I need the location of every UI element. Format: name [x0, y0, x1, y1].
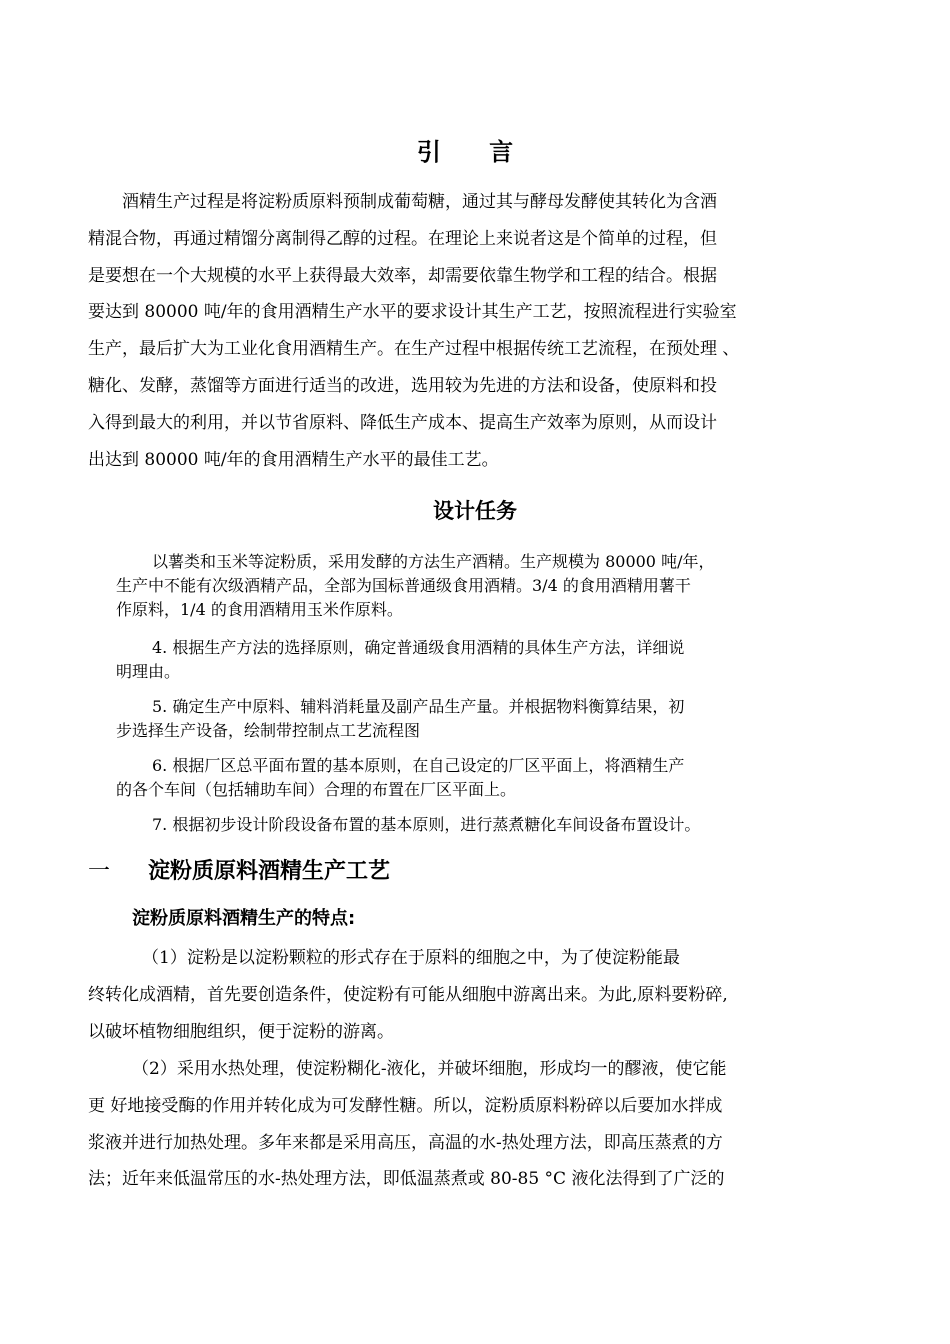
text-line: 是要想在一个大规模的水平上获得最大效率，却需要依靠生物学和工程的结合。根据 — [88, 265, 717, 286]
text-line: （2）采用水热处理，使淀粉糊化-液化，并破坏细胞，形成均一的醪液，使它能 — [132, 1059, 727, 1079]
body-paragraph-1 — [88, 940, 810, 1050]
text-line: 浆液并进行加热处理。多年来都是采用高压，高温的水-热处理方法，即高压蒸煮的方 — [88, 1132, 723, 1153]
task-paragraph — [116, 813, 806, 837]
text-line: 更 好地接受酶的作用并转化成为可发酵性糖。所以，淀粉质原料粉碎以后要加水拌成 — [88, 1095, 723, 1116]
text-line: 入得到最大的利用，并以节省原料、降低生产成本、提高生产效率为原则，从而设计 — [88, 412, 717, 433]
text-line: 明理由。 — [116, 662, 181, 681]
text-line: 作原料，1/4 的食用酒精用玉米作原料。 — [116, 600, 403, 619]
text-line: 终转化成酒精，首先要创造条件，使淀粉有可能从细胞中游离出来。为此,原料要粉碎, — [88, 984, 728, 1005]
text-line: 7. 根据初步设计阶段设备布置的基本原则，进行蒸煮糖化车间设备布置设计。 — [152, 815, 701, 834]
body-paragraph-2 — [88, 1051, 810, 1198]
text-line: 出达到 80000 吨/年的食用酒精生产水平的最佳工艺。 — [88, 449, 499, 470]
text-line: 生产，最后扩大为工业化食用酒精生产。在生产过程中根据传统工艺流程，在预处理 、 — [88, 339, 740, 360]
text-line: 法；近年来低温常压的水-热处理方法，即低温蒸煮或 80-85 °C 液化法得到了广泛的 — [88, 1169, 725, 1190]
task-paragraph — [116, 636, 806, 684]
subsection-heading: 淀粉质原料酒精生产的特点: — [132, 908, 356, 929]
section-title-task: 设计任务 — [433, 499, 517, 523]
task-paragraph — [116, 550, 806, 622]
text-line: （1）淀粉是以淀粉颗粒的形式存在于原料的细胞之中，为了使淀粉能最 — [142, 948, 680, 968]
text-line: 6. 根据厂区总平面布置的基本原则，在自己设定的厂区平面上，将酒精生产 — [152, 756, 685, 775]
text-line: 生产中不能有次级酒精产品，全部为国标普通级食用酒精。3/4 的食用酒精用薯干 — [116, 576, 691, 595]
text-line: 酒精生产过程是将淀粉质原料预制成葡萄糖，通过其与酵母发酵使其转化为含酒 — [122, 192, 717, 212]
text-line: 4. 根据生产方法的选择原则，确定普通级食用酒精的具体生产方法，详细说 — [152, 638, 685, 657]
text-line: 精混合物，再通过精馏分离制得乙醇的过程。在理论上来说者这是个简单的过程，但 — [88, 228, 717, 249]
page-title: 引 言 — [416, 138, 534, 166]
task-paragraph — [116, 754, 806, 802]
text-line: 糖化、发酵，蒸馏等方面进行适当的改进，选用较为先进的方法和设备，使原料和投 — [88, 375, 717, 396]
section-number: 一 — [88, 859, 111, 884]
intro-paragraph — [88, 184, 810, 478]
task-paragraph — [116, 695, 806, 743]
text-line: 5. 确定生产中原料、辅料消耗量及副产品生产量。并根据物料衡算结果，初 — [152, 697, 685, 716]
section-heading-text: 淀粉质原料酒精生产工艺 — [148, 859, 391, 884]
text-line: 的各个车间（包括辅助车间）合理的布置在厂区平面上。 — [116, 780, 517, 799]
text-line: 步选择生产设备，绘制带控制点工艺流程图 — [116, 721, 421, 740]
section-heading — [88, 855, 390, 889]
text-line: 以薯类和玉米等淀粉质，采用发酵的方法生产酒精。生产规模为 80000 吨/年， — [152, 552, 715, 571]
text-line: 要达到 80000 吨/年的食用酒精生产水平的要求设计其生产工艺，按照流程进行实验室 — [88, 302, 737, 323]
text-line: 以破坏植物细胞组织，便于淀粉的游离。 — [88, 1021, 394, 1042]
